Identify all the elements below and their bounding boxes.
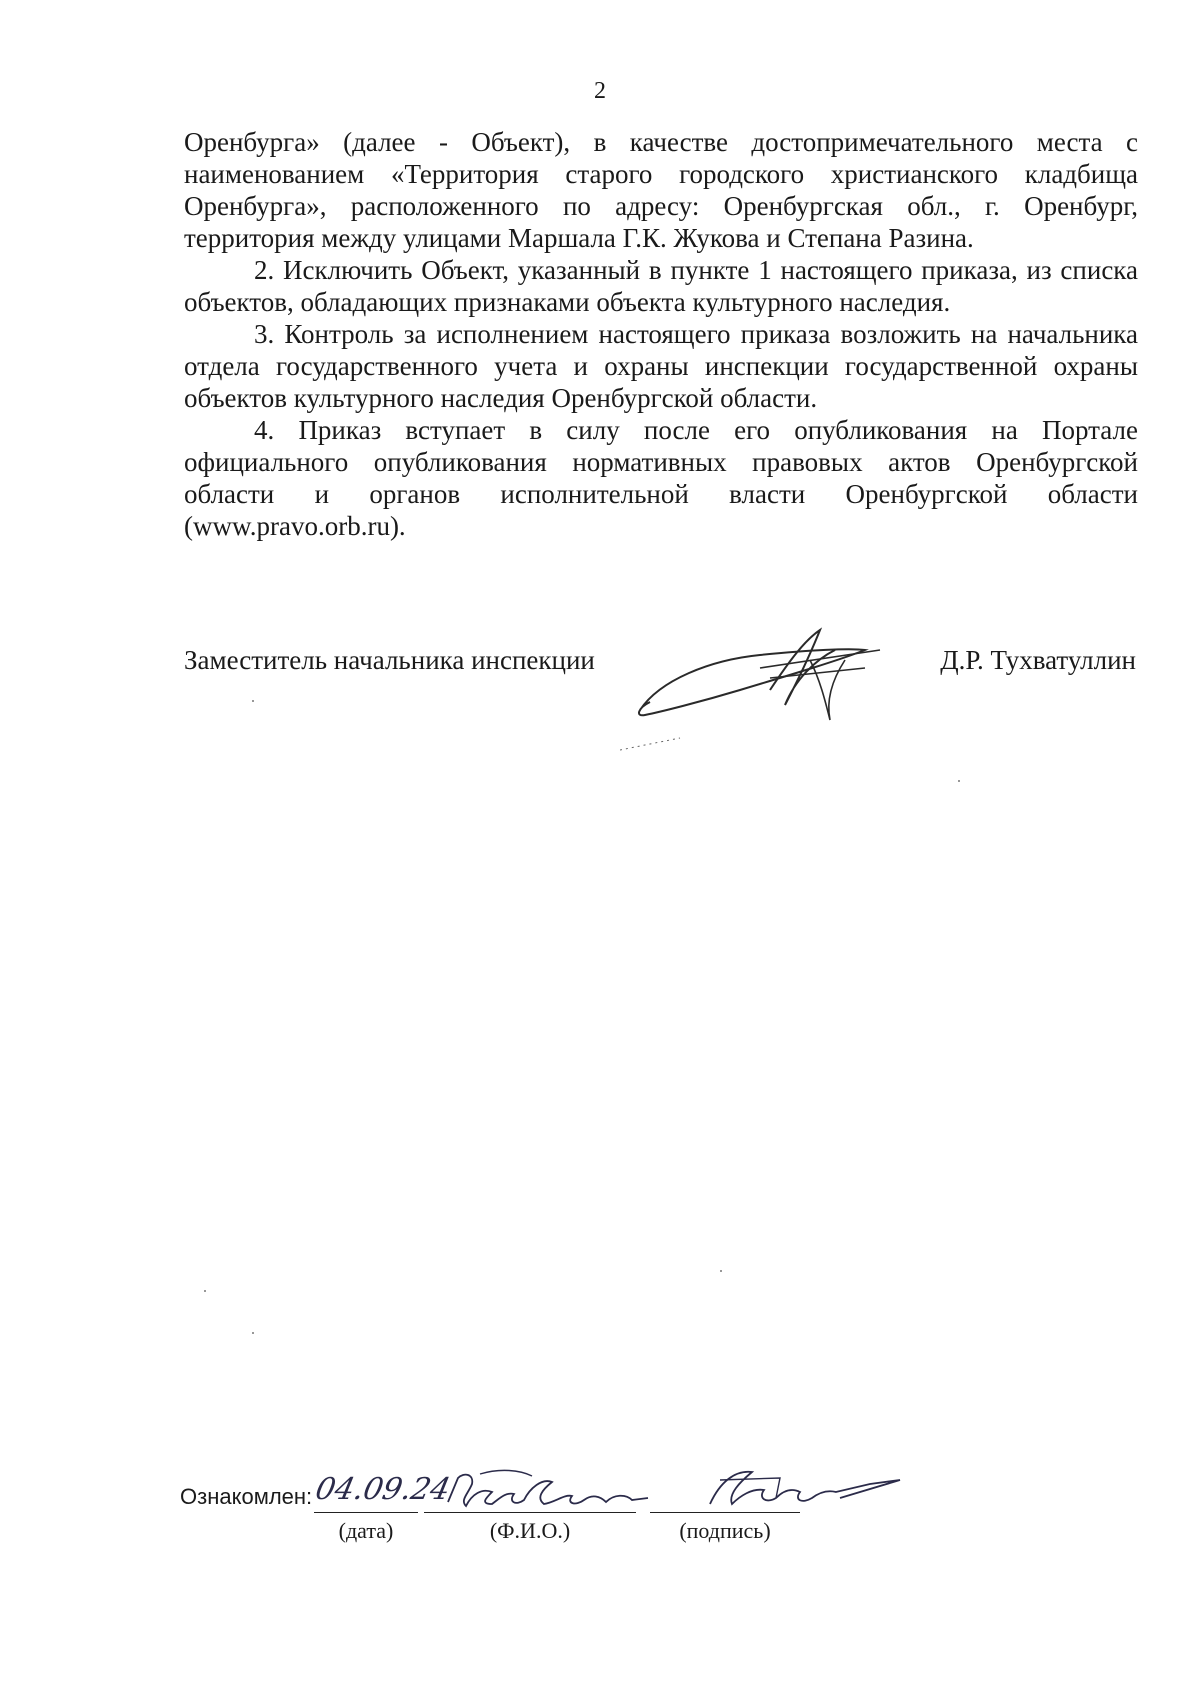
fio-caption: (Ф.И.О.) <box>489 1518 571 1543</box>
scan-speck <box>252 1332 254 1334</box>
date-caption: (дата) <box>338 1518 394 1543</box>
document-body <box>184 126 1138 542</box>
scan-speck <box>958 780 960 782</box>
date-line <box>314 1512 418 1513</box>
handwritten-signature <box>620 620 930 760</box>
paragraph-2: 2. Исключить Объект, указанный в пункте 1 настоящего приказа, из списка объектов, обладающих признаками объекта культурного наследия. <box>184 255 1138 317</box>
signatory-title: Заместитель начальника инспекции <box>184 645 595 675</box>
paragraph-1: Оренбурга» (далее - Объект), в качестве достопримечательного места с наименованием «Территория старого городского христианского кладбища Оренбурга», расположенного по адресу: Оренбургская обл., г. Оренбург, территория между улицами Маршала Г.К. Жукова и Степана Разина. <box>184 127 1138 253</box>
signature-line <box>650 1512 800 1513</box>
scan-speck <box>252 700 254 702</box>
signature-caption: (подпись) <box>679 1518 771 1543</box>
signatory-name: Д.Р. Тухватуллин <box>940 645 1136 675</box>
scan-speck <box>204 1290 206 1292</box>
fio-line <box>424 1512 636 1513</box>
handwritten-date: 04.09.24 <box>312 1472 454 1507</box>
paragraph-4: 4. Приказ вступает в силу после его опубликования на Портале официального опубликования нормативных правовых актов Оренбургской области и органов исполнительной власти Оренбургской области (www.pravo.orb.ru). <box>184 415 1138 541</box>
scan-speck <box>720 1270 722 1272</box>
paragraph-3: 3. Контроль за исполнением настоящего приказа возложить на начальника отдела государственного учета и охраны инспекции государственной охраны объектов культурного наследия Оренбургской области. <box>184 319 1138 413</box>
handwritten-name-and-signature <box>180 1458 960 1568</box>
acknowledgement-block <box>180 1458 960 1568</box>
page-number: 2 <box>594 78 606 104</box>
acknowledgement-label: Ознакомлен: <box>180 1484 313 1509</box>
